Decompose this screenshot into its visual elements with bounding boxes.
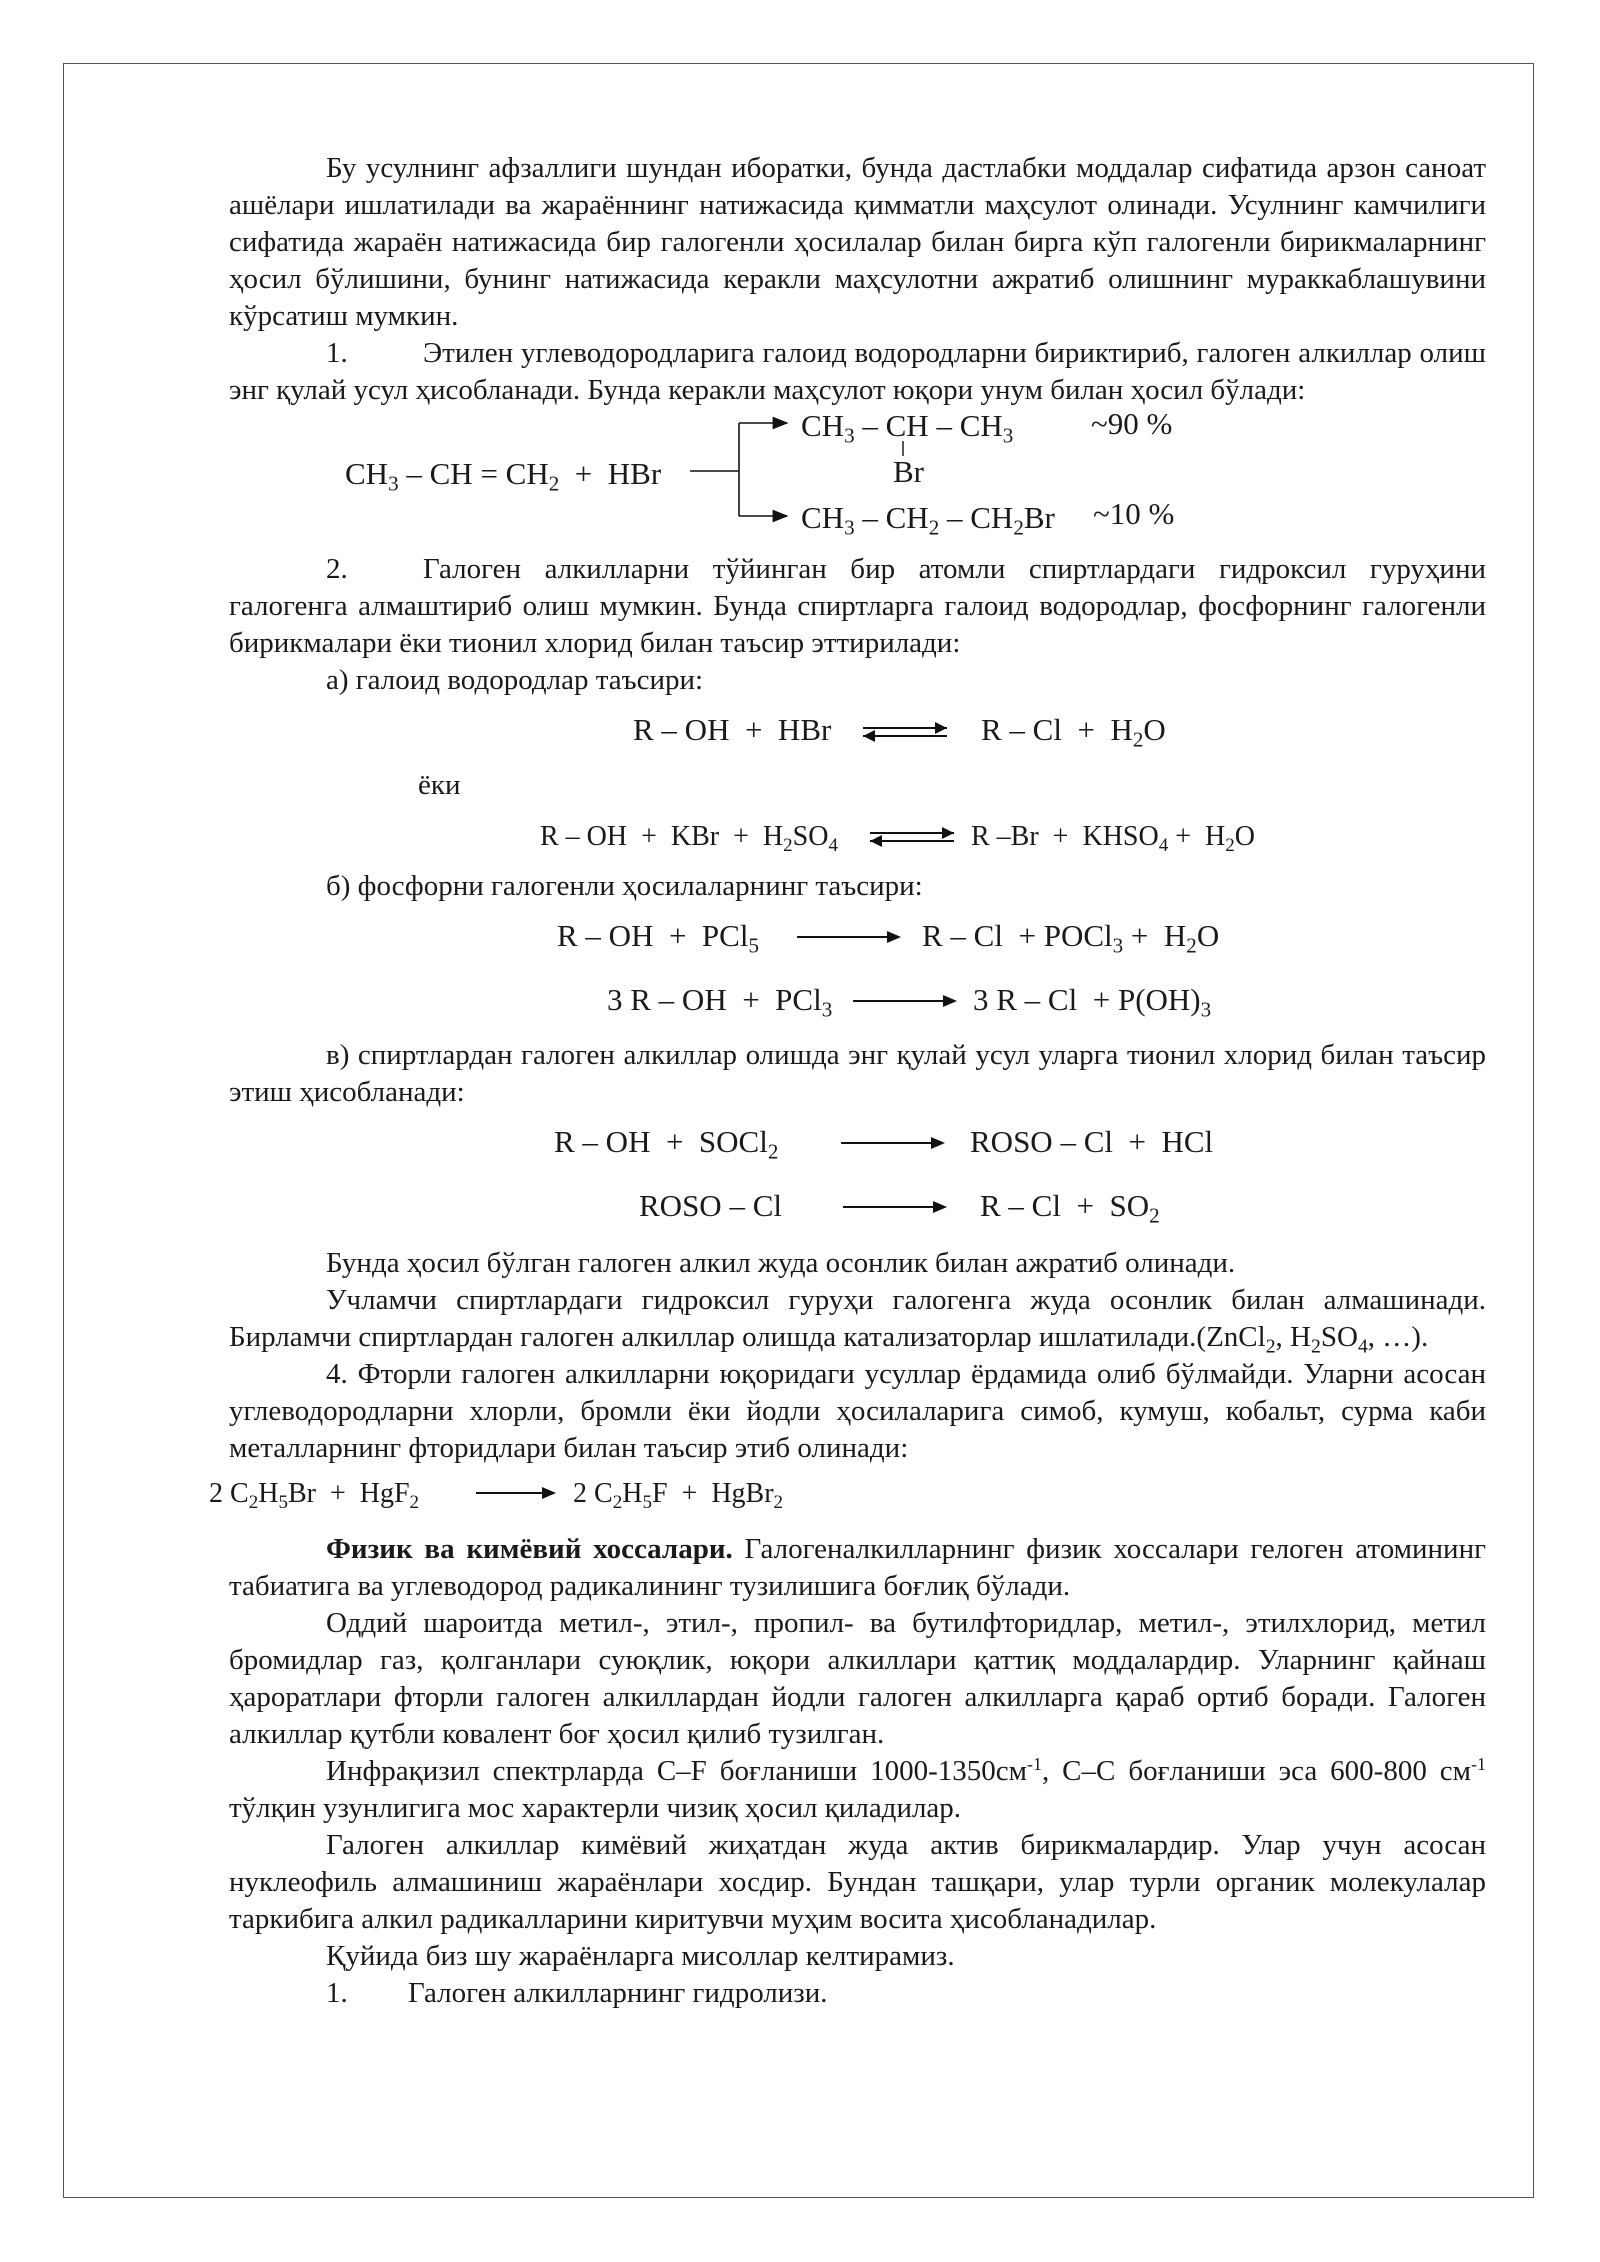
paragraph-infrared: Инфрақизил спектрларда C–F боғланиши $1000-1350см^{-1}$, C–C боғланиши эса 600-800 $см^{-1}$ тўлқин узунлигига мос характерли чизиқ ҳосил қиладилар.: [229, 1754, 1486, 1824]
subsection-b: б) фосфорни галогенли ҳосилаларнинг таъсири:: [326, 870, 923, 902]
paragraph-fluoro-alkyls: 4. Фторли галоген алкилларни юқоридаги усуллар ёрдамида олиб бўлмайди. Уларни асосан углеводородларни хлорли, бромли ёки йодли ҳосилаларига симоб, кумуш, кобальт, сурма каби металларнинг фторидлари билан таъсир этиб олинади:: [229, 1358, 1486, 1464]
reaction-arrow: [474, 1485, 558, 1501]
eq5-right: 3 $R - Cl + P(OH)_3$: [973, 982, 1212, 1022]
list-item-text: Галоген алкилларнинг гидролизи.: [408, 1977, 828, 2009]
product-1-bromopropane: $CH_3 - CH_2 - CH_2Br$: [801, 500, 1055, 540]
eq6-right: ROSO – Cl + HCl: [970, 1124, 1214, 1159]
subsection-v: в) спиртлардан галоген алкиллар олишда энг қулай усул уларга тионил хлорид билан таъсир этиш ҳисобланади:: [229, 1039, 1486, 1108]
paragraph-examples: Қуйида биз шу жараёнларга мисоллар келтирамиз.: [326, 1940, 955, 1972]
equation-roh-pcl3: [229, 971, 1486, 1033]
or-label: ёки: [418, 769, 461, 801]
reaction-arrow: [841, 1199, 949, 1215]
reaction-arrow: [839, 1135, 947, 1151]
subsection-a: а) галоид водородлар таъсири:: [326, 664, 704, 696]
equilibrium-arrow: [866, 826, 958, 848]
equation-fluorination: [209, 1467, 1486, 1521]
section-heading: Физик ва кимёвий хоссалари.: [326, 1533, 733, 1565]
list-item-text: Этилен углеводородларига галоид водородларни бириктириб, галоген алкиллар олиш энг қулай усул ҳисобланади. Бунда керакли маҳсулот юқори унум билан ҳосил бўлади:: [229, 337, 1486, 406]
equilibrium-arrow: [859, 721, 951, 743]
yield-10: ~10 %: [1093, 496, 1175, 531]
list-item-hydrolysis: [229, 1975, 1486, 2012]
eq4-right: R – Cl + POCl$_3$ + $H_2O$: [922, 918, 1220, 958]
reaction-arrow: [795, 929, 903, 945]
eq2-right: $R - Cl + H_2O$: [981, 712, 1166, 752]
list-number: 1.: [326, 1977, 348, 2009]
list-number: 2.: [326, 553, 348, 585]
equation-roh-kbr: [229, 804, 1486, 866]
list-item-2: [229, 551, 1486, 662]
product-2-bromopropane: $CH_3$ – CH – $CH_3$: [801, 408, 1014, 448]
reaction-arrow: [851, 993, 959, 1009]
substituent-br: Br: [893, 454, 924, 489]
yield-90: ~90 %: [1091, 406, 1173, 441]
reactant-propene-hbr: $CH_3$ – CH = $CH_2$ + HBr: [345, 456, 662, 496]
paragraph-states: Оддий шароитда метил-, этил-, пропил- ва бутилфторидлар, метил-, этилхлорид, метил бромидлар газ, қолганлари суюқлик, юқори алкиллари қаттиқ моддалардир. Уларнинг қайнаш ҳароратлари фторли галоген алкиллардан йодли галоген алкилларга қараб ортиб боради. Галоген алкиллар қутбли ковалент боғ ҳосил қилиб тузилган.: [229, 1607, 1486, 1750]
eq6-left: R – OH + SOCl$_2$: [554, 1124, 779, 1164]
eq3-left: R – OH + KBr + $H_2SO_4$: [540, 821, 838, 857]
eq7-right: $R - Cl + SO_2$: [980, 1188, 1160, 1228]
equation-roh-socl2: [229, 1111, 1486, 1177]
equation-roso-cl: [229, 1177, 1486, 1241]
eq3-right: R $-Br + KHSO_4 + H_2O$: [971, 821, 1255, 857]
eq7-left: ROSO – Cl: [639, 1188, 782, 1223]
paragraph-isolation: Бунда ҳосил бўлган галоген алкил жуда осонлик билан ажратиб олинади.: [326, 1247, 1236, 1279]
eq2-left: R – OH + HBr: [633, 712, 832, 747]
equation-propene-hbr: [229, 406, 1486, 540]
eq4-left: R – OH + PCl$_5$: [557, 918, 760, 958]
paragraph-advantages: Бу усулнинг афзаллиги шундан иборатки, бунда дастлабки моддалар сифатида арзон саноат ашёлари ишлатилади ва жараённинг натижасида қимматли маҳсулот олинади. Усулнинг камчилиги сифатида жараён натижасида бир галогенли ҳосилалар билан бирга кўп галогенли бирикмаларнинг ҳосил бўлишини, бунинг натижасида керакли маҳсулотни ажратиб олишнинг мураккаблашувини кўрсатиш мумкин.: [229, 152, 1486, 332]
equation-roh-pcl5: [229, 905, 1486, 971]
eq8-left: 2 $C_2H_5Br + HgF_2$: [209, 1478, 420, 1514]
equation-roh-hbr: [229, 699, 1486, 763]
list-number: 1.: [326, 337, 348, 369]
paragraph-tertiary-alcohols: Учламчи спиртлардаги гидроксил гуруҳи галогенга жуда осонлик билан алмашинади. Бирламчи спиртлардан галоген алкиллар олишда катализаторлар ишлатилади.(ZnCl$_2$, $H_2SO_4$, …).: [229, 1284, 1486, 1358]
list-item-text: Галоген алкилларни тўйинган бир атомли спиртлардаги гидроксил гуруҳини галогенга алмаштириб олиш мумкин. Бунда спиртларга галоид водородлар, фосфорнинг галогенли бирикмалари ёки тионил хлорид билан таъсир эттирилади:: [229, 553, 1486, 659]
paragraph-properties: Физик ва кимёвий хоссалари. Галогеналкилларнинг физик хоссалари гелоген атомининг табиатига ва углеводород радикалининг тузилишига боғлиқ бўлади.: [229, 1533, 1486, 1602]
eq8-right: 2 $C_2H_5F$ + HgBr$_2$: [573, 1478, 784, 1514]
paragraph-reactivity: Галоген алкиллар кимёвий жиҳатдан жуда актив бирикмалардир. Улар учун асосан нуклеофиль алмашиниш жараёнлари хосдир. Бундан ташқари, улар турли органик молекулалар таркибига алкил радикалларини киритувчи муҳим восита ҳисобланадилар.: [229, 1829, 1486, 1935]
document-body: [209, 150, 1486, 2012]
list-item-1: [229, 335, 1486, 409]
eq5-left: 3 R – OH + PCl$_3$: [607, 982, 833, 1022]
